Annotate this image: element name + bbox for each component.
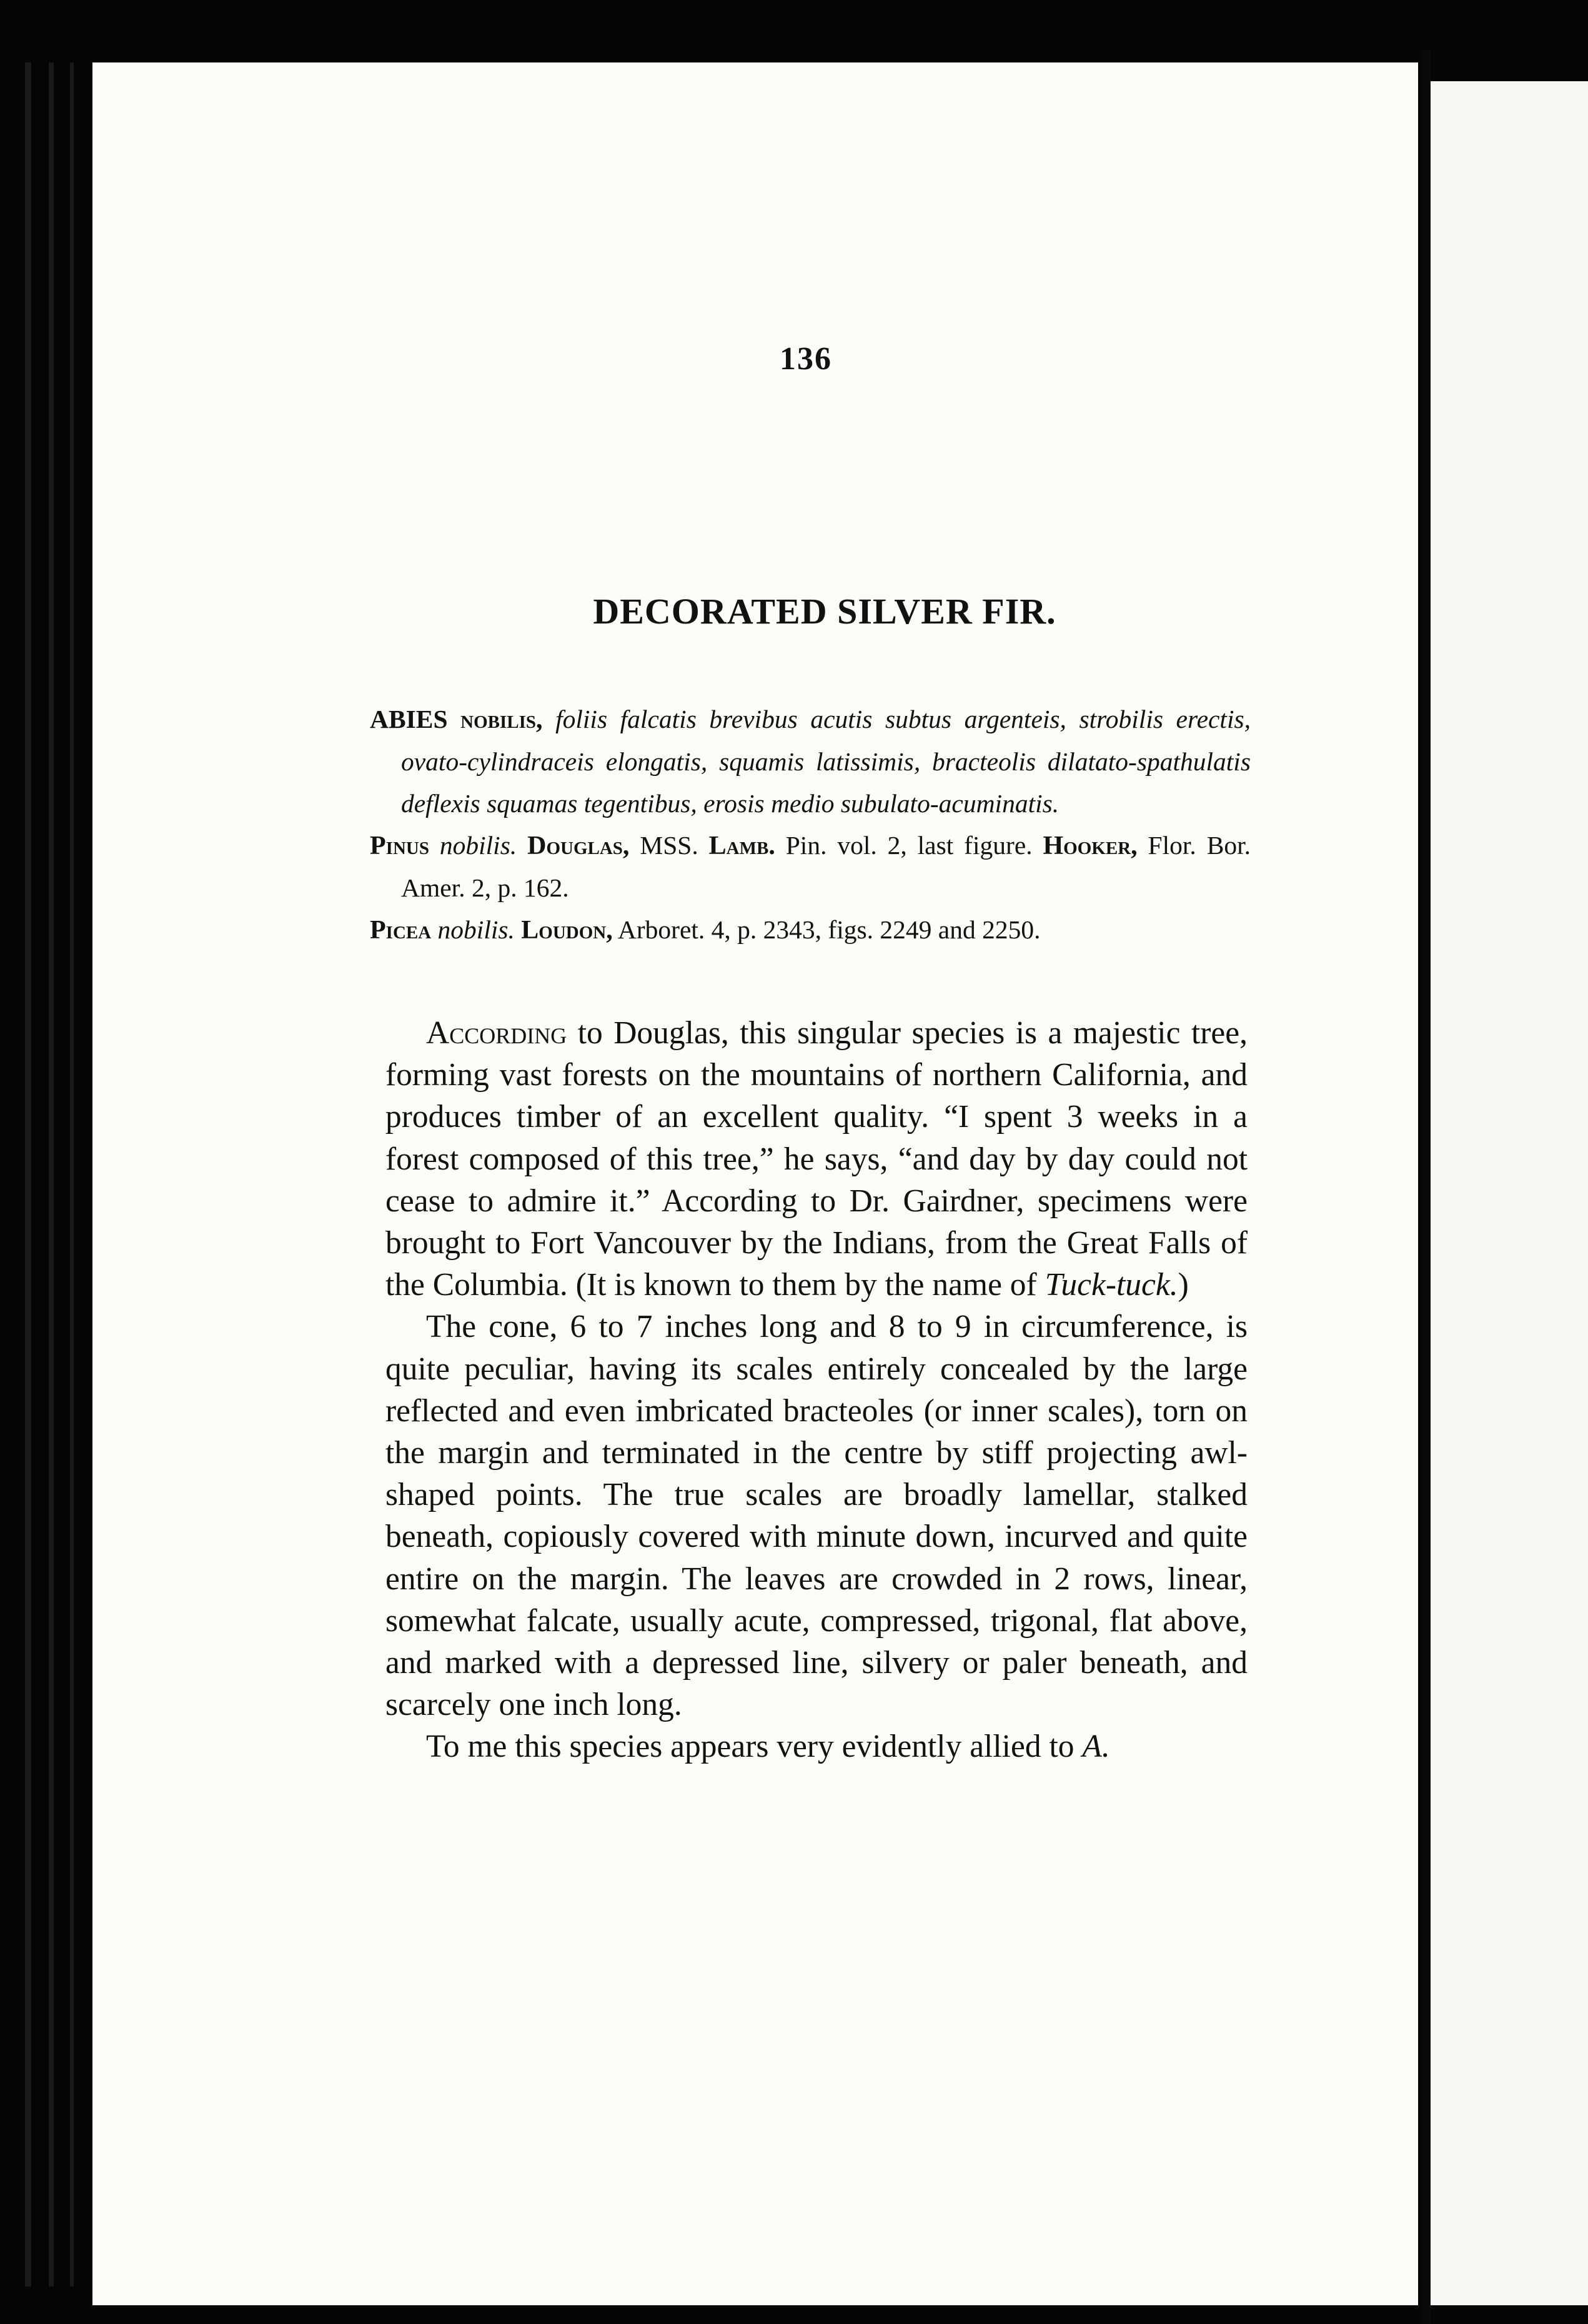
species-name: nobilis.: [437, 915, 515, 944]
next-page-sliver: [1431, 81, 1588, 2305]
genus-abbrev: A.: [1082, 1729, 1110, 1765]
paragraph-close: ): [1178, 1267, 1189, 1303]
genus-name: ABIES: [370, 705, 448, 733]
reference: Arboret. 4, p. 2343, figs. 2249 and 2250.: [617, 915, 1041, 944]
page-title: DECORATED SILVER FIR.: [593, 591, 1056, 632]
author-name: Loudon,: [521, 916, 613, 945]
synonym-entry-picea: [370, 909, 1251, 951]
paragraph-text: to Douglas, this singular species is a majestic tree, forming vast forests on the mountains of northern California, and produces timber of an excellent quality. “I spent 3 weeks in a forest composed of this tree,” he says, “and day by day could not cease to admire it.” According to Dr. Gairdner, specimens were brought to Fort Vancouver by the Indians, from the Great Falls of the Columbia. (It is known to them by the name of: [385, 1015, 1248, 1303]
reference: MSS.: [640, 831, 698, 860]
latin-diagnosis: foliis falcatis brevibus acutis subtus argenteis, strobilis erectis, ovato-cylindraceis elongatis, squamis latissimis, bracteolis dilatato-spathulatis deflexis squamas tegentibus, erosis medio subulato-acuminatis.: [401, 705, 1251, 818]
reference: Flor. Bor. Amer. 2, p. 162.: [401, 831, 1251, 902]
paragraph-3: [385, 1726, 1248, 1767]
synonym-entry-abies: [370, 698, 1251, 825]
next-page-edge: [1422, 50, 1431, 2324]
paragraph-2: The cone, 6 to 7 inches long and 8 to 9 in circumference, is quite peculiar, having its scales entirely concealed by the large reflected and even imbricated bracteoles (or inner scales), torn on the margin and terminated in the centre by stiff projecting awl-shaped points. The true scales are broadly lamellar, stalked beneath, copiously covered with minute down, incurved and quite entire on the margin. The leaves are crowded in 2 rows, linear, somewhat falcate, usually acute, compressed, trigonal, flat above, and marked with a depressed line, silvery or paler beneath, and scarcely one inch long.: [385, 1309, 1248, 1723]
genus-name: Picea: [370, 916, 432, 945]
spine-shadow-strip: [49, 62, 54, 2287]
species-name: nobilis.: [439, 831, 517, 860]
spine-shadow-strip: [70, 62, 74, 2287]
author-name: Hooker,: [1043, 832, 1138, 860]
opening-word: According: [426, 1015, 567, 1051]
paragraph-1: [385, 1012, 1248, 1306]
species-name: nobilis,: [460, 705, 543, 734]
author-name: Lamb.: [708, 832, 775, 860]
paragraph-text: To me this species appears very evidently allied to: [426, 1729, 1083, 1765]
reference: Pin. vol. 2, last figure.: [785, 831, 1033, 860]
author-name: Douglas,: [527, 832, 630, 860]
synonymy-block: [370, 698, 1251, 951]
native-name: Tuck-tuck.: [1045, 1267, 1178, 1303]
synonym-entry-pinus: [370, 825, 1251, 909]
body-text: [385, 1012, 1248, 1768]
page-number: 136: [780, 341, 832, 377]
spine-shadow-strip: [25, 62, 31, 2287]
genus-name: Pinus: [370, 832, 429, 860]
